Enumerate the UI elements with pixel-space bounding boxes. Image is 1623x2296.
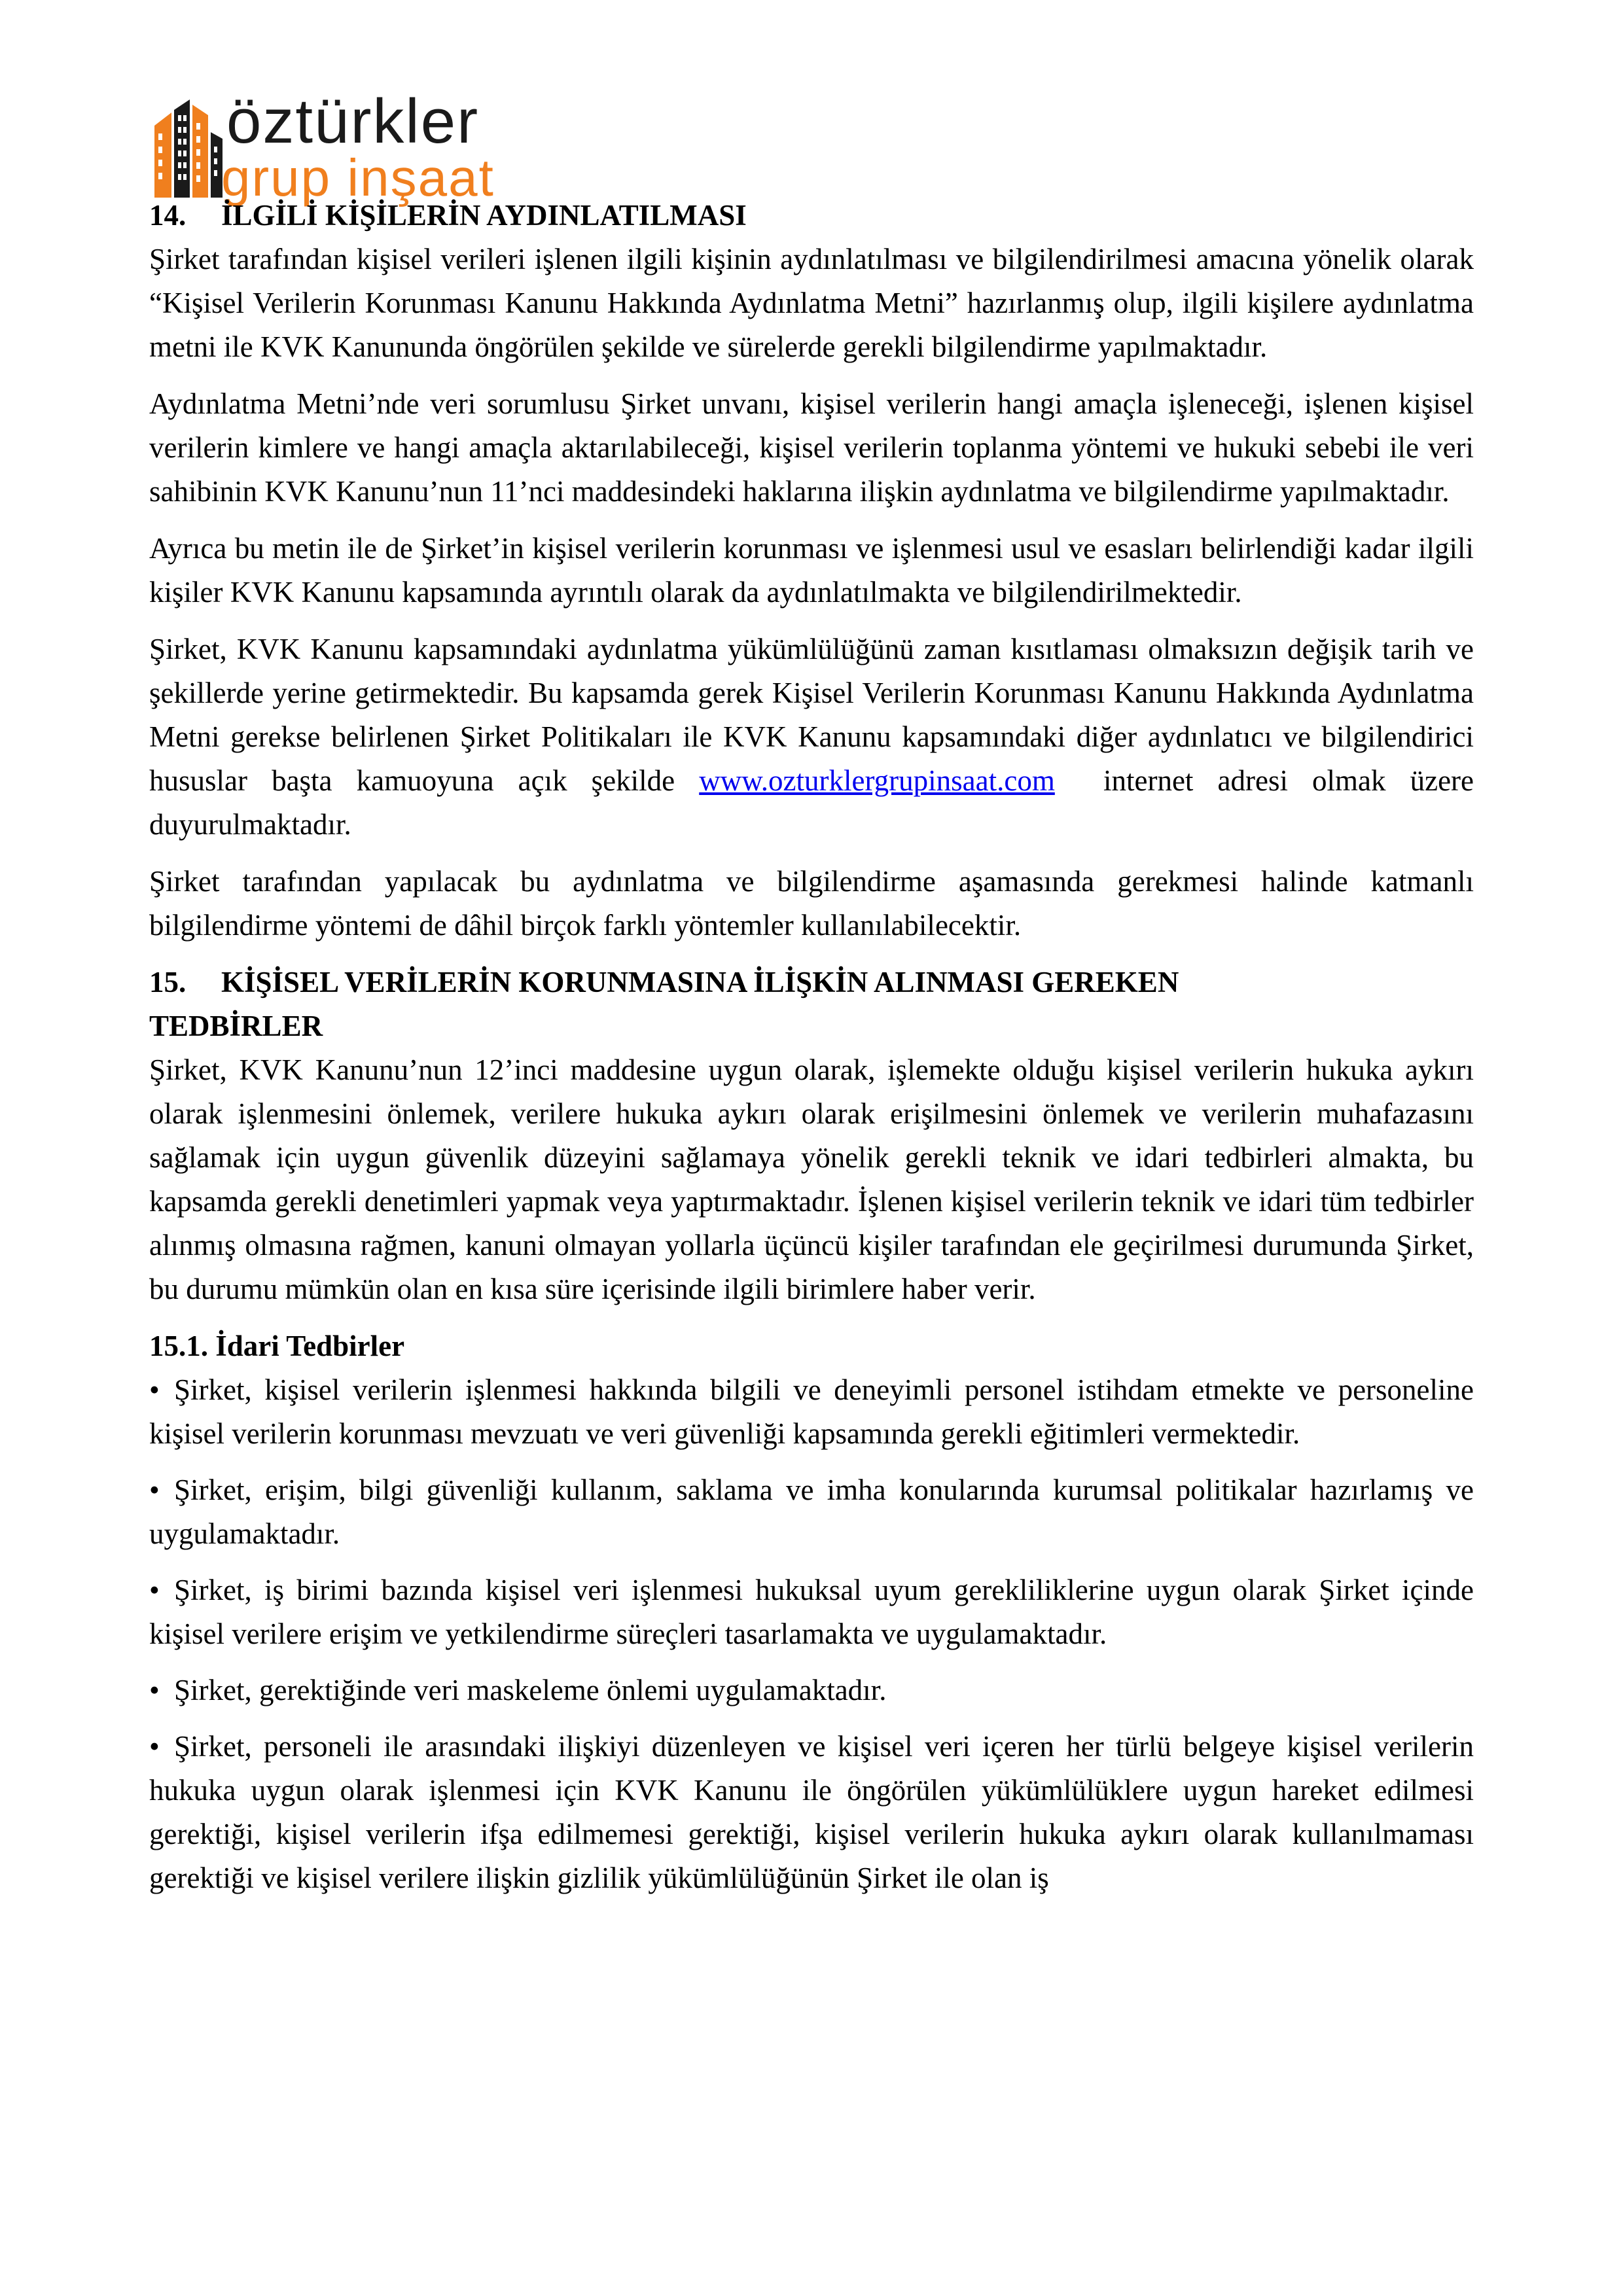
bullet-item	[149, 1725, 1474, 1900]
bullet-icon: •	[149, 1574, 160, 1606]
building-logo-icon	[149, 86, 228, 204]
website-link[interactable]: www.ozturklergrupinsaat.com	[699, 764, 1055, 797]
section-14-paragraph-4-text: Şirket, KVK Kanunu kapsamındaki aydınlatma yükümlülüğünü zaman kısıtlaması olmaksızın değişik tarih ve şekillerde yerine getirmektedir. Bu kapsamda gerek Kişisel Verilerin Korunması Kanunu Hakkında Aydınlatma Metni gerekse belirlenen Şirket Politikaları ile KVK Kanunu kapsamındaki diğer aydınlatıcı ve bilgilendirici hususlar başta kamuoyuna açık şekilde	[149, 633, 1474, 797]
bullet-text: Şirket, personeli ile arasındaki ilişkiyi düzenleyen ve kişisel veri içeren her türlü belgeye kişisel verilerin hukuka uygun olarak işlenmesi için KVK Kanunu ile öngörülen yükümlülüklere uygun hareket edilmesi gerektiği, kişisel verilerin ifşa edilmemesi gerektiği, kişisel verilerin hukuka aykırı olarak kullanılmaması gerektiği ve kişisel verilere ilişkin gizlilik yükümlülüğünün Şirket ile olan iş	[149, 1730, 1474, 1894]
section-14-paragraph-4-tail: internet adresi olmak üzere duyurulmaktadır.	[149, 764, 1482, 841]
section-14-number: 14.	[149, 199, 187, 232]
bullet-icon: •	[149, 1474, 160, 1506]
logo-text-line1: öztürkler	[226, 86, 480, 156]
section-15-title-line1: KİŞİSEL VERİLERİN KORUNMASINA İLİŞKİN ALINMASI GEREKEN	[221, 966, 1179, 998]
section-15-heading	[149, 961, 1474, 1048]
bullet-text: Şirket, iş birimi bazında kişisel veri işlenmesi hukuksal uyum gerekliliklerine uygun olarak Şirket içinde kişisel verilere erişim ve yetkilendirme süreçleri tasarlamakta ve uygulamaktadır.	[149, 1574, 1474, 1650]
section-15-number: 15.	[149, 966, 187, 998]
bullet-text: Şirket, erişim, bilgi güvenliği kullanım, saklama ve imha konularında kurumsal politikalar hazırlamış ve uygulamaktadır.	[149, 1474, 1474, 1550]
section-15-paragraph: Şirket, KVK Kanunu’nun 12’inci maddesine uygun olarak, işlemekte olduğu kişisel verilerin hukuka aykırı olarak işlenmesini önlemek, verilere hukuka aykırı olarak erişilmesini önlemek ve verilerin muhafazasını sağlamak için uygun güvenlik düzeyini sağlamaya yönelik gerekli teknik ve idari tedbirleri almakta, bu kapsamda gerekli denetimleri yapmak veya yaptırmaktadır. İşlenen kişisel verilerin teknik ve idari tüm tedbirler alınmış olmasına rağmen, kanuni olmayan yollarla üçüncü kişiler tarafından ele geçirilmesi durumunda Şirket, bu durumu mümkün olan en kısa süre içerisinde ilgili birimlere haber verir.	[149, 1053, 1474, 1305]
bullet-item	[149, 1568, 1474, 1656]
bullet-icon: •	[149, 1674, 160, 1706]
section-14-title: İLGİLİ KİŞİLERİN AYDINLATILMASI	[221, 199, 747, 232]
bullet-text: Şirket, gerektiğinde veri maskeleme önlemi uygulamaktadır.	[174, 1674, 887, 1706]
section-15-title-line2: TEDBİRLER	[149, 1010, 323, 1042]
section-14-paragraph-5: Şirket tarafından yapılacak bu aydınlatma ve bilgilendirme aşamasında gerekmesi halinde katmanlı bilgilendirme yöntemi de dâhil birçok farklı yöntemler kullanılabilecektir.	[149, 865, 1474, 942]
bullet-icon: •	[149, 1373, 160, 1406]
bullet-icon: •	[149, 1730, 160, 1763]
section-14-paragraph-4	[149, 627, 1482, 847]
section-15-1-heading: 15.1. İdari Tedbirler	[149, 1330, 405, 1362]
section-14-paragraph-1: Şirket tarafından kişisel verileri işlenen ilgili kişinin aydınlatılması ve bilgilendirilmesi amacına yönelik olarak “Kişisel Verilerin Korunması Kanunu Hakkında Aydınlatma Metni” hazırlanmış olup, ilgili kişilere aydınlatma metni ile KVK Kanununda öngörülen şekilde ve sürelerde gerekli bilgilendirme yapılmaktadır.	[149, 243, 1474, 363]
document-body	[149, 194, 1482, 1913]
company-logo	[149, 86, 542, 207]
bullet-item	[149, 1368, 1474, 1456]
section-14-paragraph-3: Ayrıca bu metin ile de Şirket’in kişisel verilerin korunması ve işlenmesi usul ve esasları belirlendiği kadar ilgili kişiler KVK Kanunu kapsamında ayrıntılı olarak da aydınlatılmakta ve bilgilendirilmektedir.	[149, 532, 1474, 609]
bullet-item	[149, 1669, 1474, 1712]
logo-text-line2: grup inşaat	[221, 149, 495, 207]
section-14-heading	[149, 194, 1474, 238]
bullet-text: Şirket, kişisel verilerin işlenmesi hakkında bilgili ve deneyimli personel istihdam etmekte ve personeline kişisel verilerin korunması mevzuatı ve veri güvenliği kapsamında gerekli eğitimleri vermektedir.	[149, 1373, 1474, 1450]
bullet-item	[149, 1468, 1474, 1556]
section-14-paragraph-2: Aydınlatma Metni’nde veri sorumlusu Şirket unvanı, kişisel verilerin hangi amaçla işleneceği, işlenen kişisel verilerin kimlere ve hangi amaçla aktarılabileceği, kişisel verilerin toplanma yöntemi ve hukuki sebebi ile veri sahibinin KVK Kanunu’nun 11’nci maddesindeki haklarına ilişkin aydınlatma ve bilgilendirme yapılmaktadır.	[149, 387, 1474, 508]
